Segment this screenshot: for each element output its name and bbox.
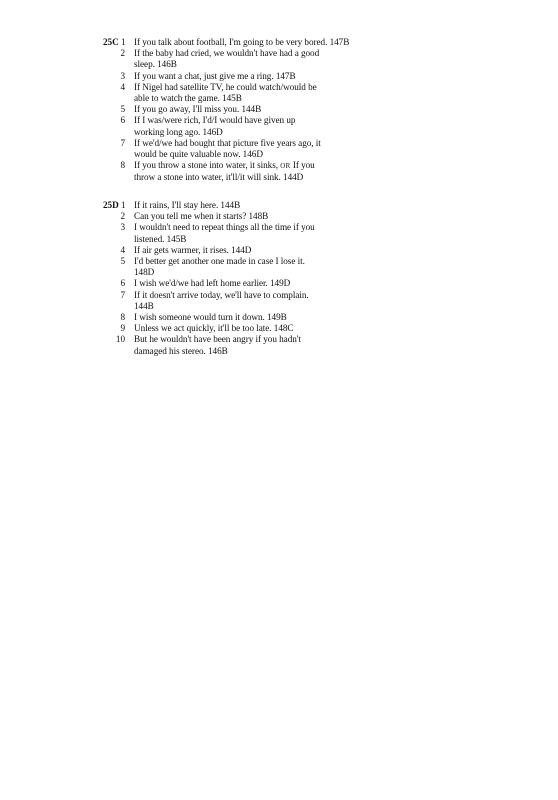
list-item bbox=[103, 200, 363, 211]
item-number: 6 bbox=[120, 278, 125, 289]
list-item bbox=[103, 278, 363, 289]
section-25d bbox=[103, 200, 363, 357]
item-text: If we'd/we had bought that picture five years ago, it would be quite valuable now. 146D bbox=[134, 137, 321, 160]
item-number: 4 bbox=[120, 244, 125, 255]
item-text: Unless we act quickly, it'll be too late. 148C bbox=[134, 323, 294, 334]
section-code: 25D bbox=[103, 200, 119, 210]
list-item bbox=[103, 71, 363, 82]
item-text: If the baby had cried, we wouldn't have had a good sleep. 146B bbox=[134, 48, 320, 70]
item-text: Can you tell me when it starts? 148B bbox=[134, 211, 269, 222]
item-number: 8 bbox=[120, 312, 125, 323]
list-item bbox=[103, 211, 363, 222]
item-text: If Nigel had satellite TV, he could watch/would be able to watch the game. 145B bbox=[134, 81, 317, 104]
item-number: 5 bbox=[120, 104, 125, 115]
item-number: 7 bbox=[120, 289, 125, 300]
item-text: If you want a chat, just give me a ring. 147B bbox=[134, 70, 296, 81]
list-item bbox=[103, 48, 363, 70]
item-text: If it rains, I'll stay here. 144B bbox=[134, 200, 241, 210]
section-25c bbox=[103, 37, 363, 184]
item-number bbox=[103, 37, 134, 48]
item-number: 2 bbox=[120, 211, 125, 222]
item-number: 6 bbox=[120, 115, 125, 126]
item-text: I'd better get another one made in case I lose it. 148D bbox=[134, 256, 305, 278]
item-text: If you go away, I'll miss you. 144B bbox=[134, 104, 262, 115]
item-number: 8 bbox=[120, 160, 125, 171]
item-number-value: 1 bbox=[120, 200, 126, 210]
item-number: 3 bbox=[120, 222, 125, 233]
item-number: 10 bbox=[115, 334, 125, 345]
item-text: I wouldn't need to repeat things all the time if you listened. 145B bbox=[134, 222, 315, 244]
item-number bbox=[103, 200, 134, 211]
list-item bbox=[103, 312, 363, 323]
item-text: If air gets warmer, it rises. 144D bbox=[134, 244, 252, 255]
item-number: 2 bbox=[120, 48, 125, 59]
list-item bbox=[103, 222, 363, 244]
item-text: If I was/were rich, I'd/I would have given up working long ago. 146D bbox=[134, 115, 296, 137]
item-text: If it doesn't arrive today, we'll have to complain. 144B bbox=[134, 289, 309, 311]
item-text: But he wouldn't have been angry if you hadn't damaged his stereo. 146B bbox=[134, 334, 301, 356]
list-item bbox=[103, 104, 363, 115]
list-item bbox=[103, 290, 363, 312]
item-number: 3 bbox=[120, 70, 125, 81]
item-text-part: If you throw a stone into water, it sinks, bbox=[134, 160, 281, 171]
section-code: 25C bbox=[103, 37, 119, 47]
item-number-value: 1 bbox=[120, 37, 126, 47]
item-text bbox=[134, 160, 363, 183]
item-number: 7 bbox=[120, 137, 125, 148]
item-text: If you talk about football, I'm going to be very bored. 147B bbox=[134, 37, 350, 47]
list-item bbox=[103, 82, 363, 104]
list-item bbox=[103, 256, 363, 278]
list-item bbox=[103, 138, 363, 160]
list-item bbox=[103, 323, 363, 334]
list-item bbox=[103, 334, 363, 356]
list-item bbox=[103, 115, 363, 137]
or-label: OR bbox=[280, 162, 291, 171]
item-number: 5 bbox=[120, 256, 125, 267]
item-number: 9 bbox=[120, 323, 125, 334]
item-text: I wish someone would turn it down. 149B bbox=[134, 312, 287, 323]
list-item bbox=[103, 37, 363, 48]
list-item bbox=[103, 245, 363, 256]
item-text: I wish we'd/we had left home earlier. 149D bbox=[134, 278, 291, 289]
item-text-part: If you throw a stone into water, it'll/it will sink. 144D bbox=[134, 160, 315, 183]
list-item bbox=[103, 160, 363, 183]
item-number: 4 bbox=[120, 81, 125, 92]
